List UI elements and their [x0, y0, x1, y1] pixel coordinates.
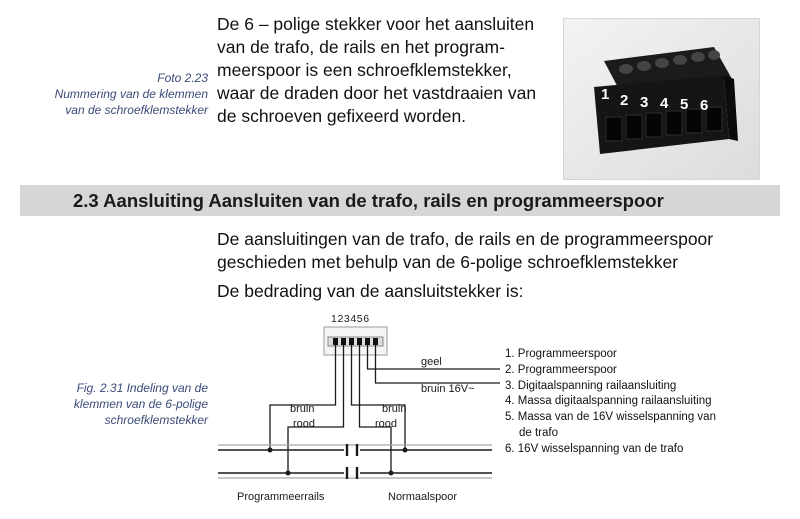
intro-line-5: de schroeven gefixeerd worden. [217, 106, 467, 126]
label-right-rood: rood [375, 418, 398, 430]
section-title: 2.3 Aansluiting Aansluiten van de trafo, rails en programmeerspoor [73, 190, 664, 211]
pin-number-2: 2 [620, 92, 629, 109]
legend-item-4: 4. Massa digitaalspanning railaansluiting [505, 395, 712, 408]
connection-dot [389, 471, 394, 476]
terminal-5 [365, 338, 370, 345]
connection-dot [286, 471, 291, 476]
pin-number-4: 4 [660, 95, 669, 112]
figure-caption [20, 380, 208, 428]
paragraph-line-1: De aansluitingen van de trafo, de rails en de programmeerspoor [217, 229, 714, 249]
label-normaalspoor: Normaalspoor [388, 491, 458, 503]
terminal-4 [357, 338, 362, 345]
section-heading-bar [20, 185, 780, 216]
figure-caption-line-1: Fig. 2.31 Indeling van de [76, 381, 208, 395]
legend-item-3: 3. Digitaalspanning railaansluiting [505, 379, 677, 392]
connection-dot [268, 448, 273, 453]
pin-legend [505, 347, 765, 458]
intro-line-3: meerspoor is een schroefklemstekker, [217, 60, 512, 80]
pin-number-5: 5 [680, 96, 689, 113]
legend-item-1: 1. Programmeerspoor [505, 348, 617, 360]
terminal-1 [333, 338, 338, 345]
label-geel: geel [421, 356, 442, 368]
figure-caption-line-2: klemmen van de 6-polige [73, 397, 208, 411]
intro-line-4: waar de draden door het vastdraaien van [217, 83, 537, 103]
label-left-rood: rood [293, 418, 316, 430]
terminal-2 [341, 338, 346, 345]
diagram-pin-numbers: 123456 [331, 313, 370, 325]
label-programmeerrails: Programmeerrails [237, 491, 325, 503]
pin-number-1: 1 [601, 86, 610, 103]
intro-line-2: van de trafo, de rails en het program- [217, 37, 505, 57]
label-left-bruin: bruin [290, 403, 315, 415]
wiring-diagram [210, 305, 510, 515]
paragraph-line-3: De bedrading van de aansluitstekker is: [217, 281, 524, 301]
connection-dot [403, 448, 408, 453]
legend-item-5: 5. Massa van de 16V wisselspanning van [505, 411, 716, 424]
pin-number-6: 6 [700, 97, 709, 114]
legend-item-5-continued: de trafo [519, 426, 558, 439]
pin-number-3: 3 [640, 94, 649, 111]
terminal-3 [349, 338, 354, 345]
intro-paragraph [217, 13, 557, 128]
figure-caption-line-3: schroefklemstekker [104, 413, 208, 427]
intro-line-1: De 6 – polige stekker voor het aansluiten [217, 14, 535, 34]
connector-photo [563, 18, 760, 180]
wiring-paragraph [217, 228, 777, 303]
rail-insulators [347, 444, 357, 479]
legend-item-2: 2. Programmeerspoor [505, 363, 617, 376]
photo-caption-text-2: van de schroefklemstekker [65, 103, 208, 117]
photo-caption-text-1: Nummering van de klemmen [54, 87, 208, 101]
photo-caption [20, 70, 208, 118]
terminal-6 [373, 338, 378, 345]
label-right-bruin: bruin [382, 403, 407, 415]
label-bruin-16v: bruin 16V~ [421, 383, 475, 395]
photo-caption-number: Foto 2.23 [157, 71, 208, 85]
wire-pin1-programmeer [270, 345, 336, 450]
legend-item-6: 6. 16V wisselspanning van de trafo [505, 442, 684, 455]
connector-illustration [564, 19, 759, 179]
paragraph-line-2: geschieden met behulp van de 6-polige schroefklemstekker [217, 252, 679, 272]
